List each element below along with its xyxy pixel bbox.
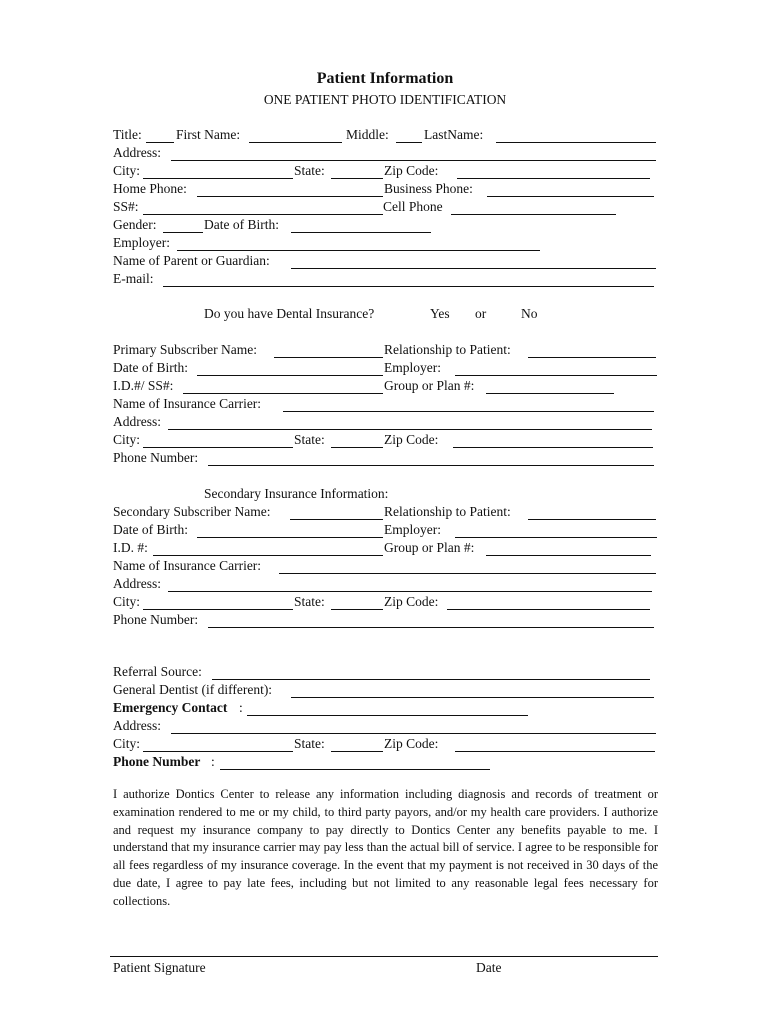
primary-phone-label: Phone Number: [113, 450, 199, 465]
title-field[interactable] [146, 142, 174, 143]
primary-subscriber-label: Primary Subscriber Name: [113, 342, 257, 357]
secondary-subscriber-row [113, 504, 658, 522]
secondary-address-row [113, 576, 658, 594]
email-row [113, 271, 658, 289]
emergency-colon: : [239, 700, 243, 715]
state-label: State: [294, 163, 325, 178]
secondary-id-label: I.D. #: [113, 540, 148, 555]
primary-subscriber-row [113, 342, 658, 360]
referral-row [113, 664, 658, 682]
secondary-subscriber-label: Secondary Subscriber Name: [113, 504, 271, 519]
secondary-zip-field[interactable] [447, 609, 650, 610]
gender-row [113, 217, 658, 235]
middle-field[interactable] [396, 142, 422, 143]
secondary-city-label: City: [113, 594, 141, 609]
primary-carrier-row [113, 396, 658, 414]
city-row [113, 163, 658, 181]
emergency-city-field[interactable] [143, 751, 293, 752]
phone-row [113, 181, 658, 199]
emergency-field[interactable] [247, 715, 528, 716]
secondary-group-field[interactable] [486, 555, 651, 556]
primary-phone-row [113, 450, 658, 468]
primary-state-field[interactable] [331, 447, 383, 448]
secondary-city-field[interactable] [143, 609, 293, 610]
ss-field[interactable] [143, 214, 383, 215]
parent-row [113, 253, 658, 271]
secondary-carrier-row [113, 558, 658, 576]
secondary-zip-label: Zip Code: [384, 594, 439, 609]
email-field[interactable] [163, 286, 654, 287]
primary-group-field[interactable] [486, 393, 614, 394]
general-dentist-field[interactable] [291, 697, 654, 698]
primary-address-label: Address: [113, 414, 161, 429]
emergency-phone-row [113, 754, 658, 772]
emergency-address-field[interactable] [171, 733, 656, 734]
cell-phone-field[interactable] [451, 214, 616, 215]
primary-address-field[interactable] [168, 429, 652, 430]
secondary-group-label: Group or Plan #: [384, 540, 475, 555]
signature-line[interactable] [110, 956, 658, 957]
secondary-employer-field[interactable] [455, 537, 657, 538]
home-phone-field[interactable] [197, 196, 383, 197]
primary-address-row [113, 414, 658, 432]
secondary-relationship-label: Relationship to Patient: [384, 504, 511, 519]
secondary-carrier-field[interactable] [279, 573, 656, 574]
primary-dob-field[interactable] [197, 375, 383, 376]
zip-field[interactable] [457, 178, 650, 179]
emergency-row [113, 700, 658, 718]
middle-label: Middle: [346, 127, 389, 142]
name-row [113, 127, 658, 145]
general-dentist-label: General Dentist (if different): [113, 682, 273, 697]
primary-id-row [113, 378, 658, 396]
emergency-state-label: State: [294, 736, 325, 751]
secondary-address-label: Address: [113, 576, 161, 591]
business-phone-field[interactable] [487, 196, 654, 197]
zip-label: Zip Code: [384, 163, 439, 178]
cell-phone-label: Cell Phone [383, 199, 443, 214]
primary-id-field[interactable] [183, 393, 383, 394]
primary-city-label: City: [113, 432, 141, 447]
primary-city-row [113, 432, 658, 450]
secondary-phone-label: Phone Number: [113, 612, 199, 627]
parent-field[interactable] [291, 268, 656, 269]
secondary-state-field[interactable] [331, 609, 383, 610]
primary-city-field[interactable] [143, 447, 293, 448]
secondary-id-field[interactable] [153, 555, 383, 556]
primary-employer-field[interactable] [455, 375, 657, 376]
primary-dob-row [113, 360, 658, 378]
home-phone-label: Home Phone: [113, 181, 187, 196]
employer-row [113, 235, 658, 253]
first-name-label: First Name: [176, 127, 241, 142]
secondary-dob-field[interactable] [197, 537, 383, 538]
primary-carrier-label: Name of Insurance Carrier: [113, 396, 262, 411]
general-dentist-row [113, 682, 658, 700]
last-name-label: LastName: [424, 127, 484, 142]
address-row [113, 145, 658, 163]
emergency-city-row [113, 736, 658, 754]
address-label: Address: [113, 145, 161, 160]
employer-label: Employer: [113, 235, 170, 250]
date-label: Date [476, 960, 502, 975]
primary-phone-field[interactable] [208, 465, 654, 466]
first-name-field[interactable] [249, 142, 342, 143]
title-label: Title: [113, 127, 142, 142]
email-label: E-mail: [113, 271, 154, 286]
authorization-text: I authorize Dontics Center to release any information including diagnosis and records of treatment or examination rendered to me or my child, to third party payors, and/or my health care providers. I authorize and request my insurance company to pay directly to Dontics Center any benefits payable to me. I understand that my insurance carrier may pay less than the actual bill of service. I agree to be responsible for all fees regardless of my insurance coverage. In the event that my payment is not received in 30 days of the due date, I agree to pay late fees, including but not limited to any reasonable legal fees necessary for collections. [113, 787, 658, 908]
city-field[interactable] [143, 178, 293, 179]
primary-state-label: State: [294, 432, 325, 447]
page-subtitle: ONE PATIENT PHOTO IDENTIFICATION [263, 92, 507, 107]
secondary-address-field[interactable] [168, 591, 652, 592]
emergency-city-label: City: [113, 736, 141, 751]
parent-label: Name of Parent or Guardian: [113, 253, 270, 268]
business-phone-label: Business Phone: [384, 181, 473, 196]
emergency-address-label: Address: [113, 718, 161, 733]
secondary-state-label: State: [294, 594, 325, 609]
secondary-heading: Secondary Insurance Information: [204, 486, 389, 501]
emergency-phone-label: Phone Number [113, 754, 201, 769]
address-field[interactable] [171, 160, 656, 161]
emergency-phone-field[interactable] [220, 769, 490, 770]
emergency-address-row [113, 718, 658, 736]
primary-subscriber-field[interactable] [274, 357, 383, 358]
insurance-or-text: or [475, 306, 487, 321]
ss-label: SS#: [113, 199, 139, 214]
emergency-zip-label: Zip Code: [384, 736, 439, 751]
primary-dob-label: Date of Birth: [113, 360, 188, 375]
secondary-phone-row [113, 612, 658, 630]
referral-field[interactable] [212, 679, 650, 680]
last-name-field[interactable] [496, 142, 656, 143]
emergency-phone-colon: : [211, 754, 215, 769]
dob-field[interactable] [291, 232, 431, 233]
secondary-subscriber-field[interactable] [290, 519, 383, 520]
ss-row [113, 199, 658, 217]
gender-label: Gender: [113, 217, 157, 232]
secondary-city-row [113, 594, 658, 612]
secondary-dob-row [113, 522, 658, 540]
primary-employer-label: Employer: [384, 360, 441, 375]
dob-label: Date of Birth: [204, 217, 279, 232]
emergency-state-field[interactable] [331, 751, 383, 752]
gender-field[interactable] [163, 232, 203, 233]
city-label: City: [113, 163, 141, 178]
patient-signature-label: Patient Signature [113, 960, 206, 975]
page-title: Patient Information [316, 70, 454, 87]
referral-label: Referral Source: [113, 664, 202, 679]
primary-id-label: I.D.#/ SS#: [113, 378, 174, 393]
emergency-label: Emergency Contact [113, 700, 228, 715]
state-field[interactable] [331, 178, 383, 179]
secondary-employer-label: Employer: [384, 522, 441, 537]
employer-field[interactable] [177, 250, 540, 251]
primary-group-label: Group or Plan #: [384, 378, 475, 393]
secondary-heading-row [113, 486, 658, 504]
secondary-dob-label: Date of Birth: [113, 522, 188, 537]
primary-relationship-label: Relationship to Patient: [384, 342, 511, 357]
primary-relationship-field[interactable] [528, 357, 656, 358]
secondary-carrier-label: Name of Insurance Carrier: [113, 558, 262, 573]
secondary-id-row [113, 540, 658, 558]
insurance-no-option[interactable]: No [521, 306, 538, 321]
insurance-yes-option[interactable]: Yes [430, 306, 450, 321]
insurance-question: Do you have Dental Insurance? [204, 306, 375, 321]
primary-carrier-field[interactable] [283, 411, 654, 412]
secondary-relationship-field[interactable] [528, 519, 656, 520]
secondary-phone-field[interactable] [208, 627, 654, 628]
primary-zip-field[interactable] [453, 447, 653, 448]
emergency-zip-field[interactable] [455, 751, 655, 752]
primary-zip-label: Zip Code: [384, 432, 439, 447]
